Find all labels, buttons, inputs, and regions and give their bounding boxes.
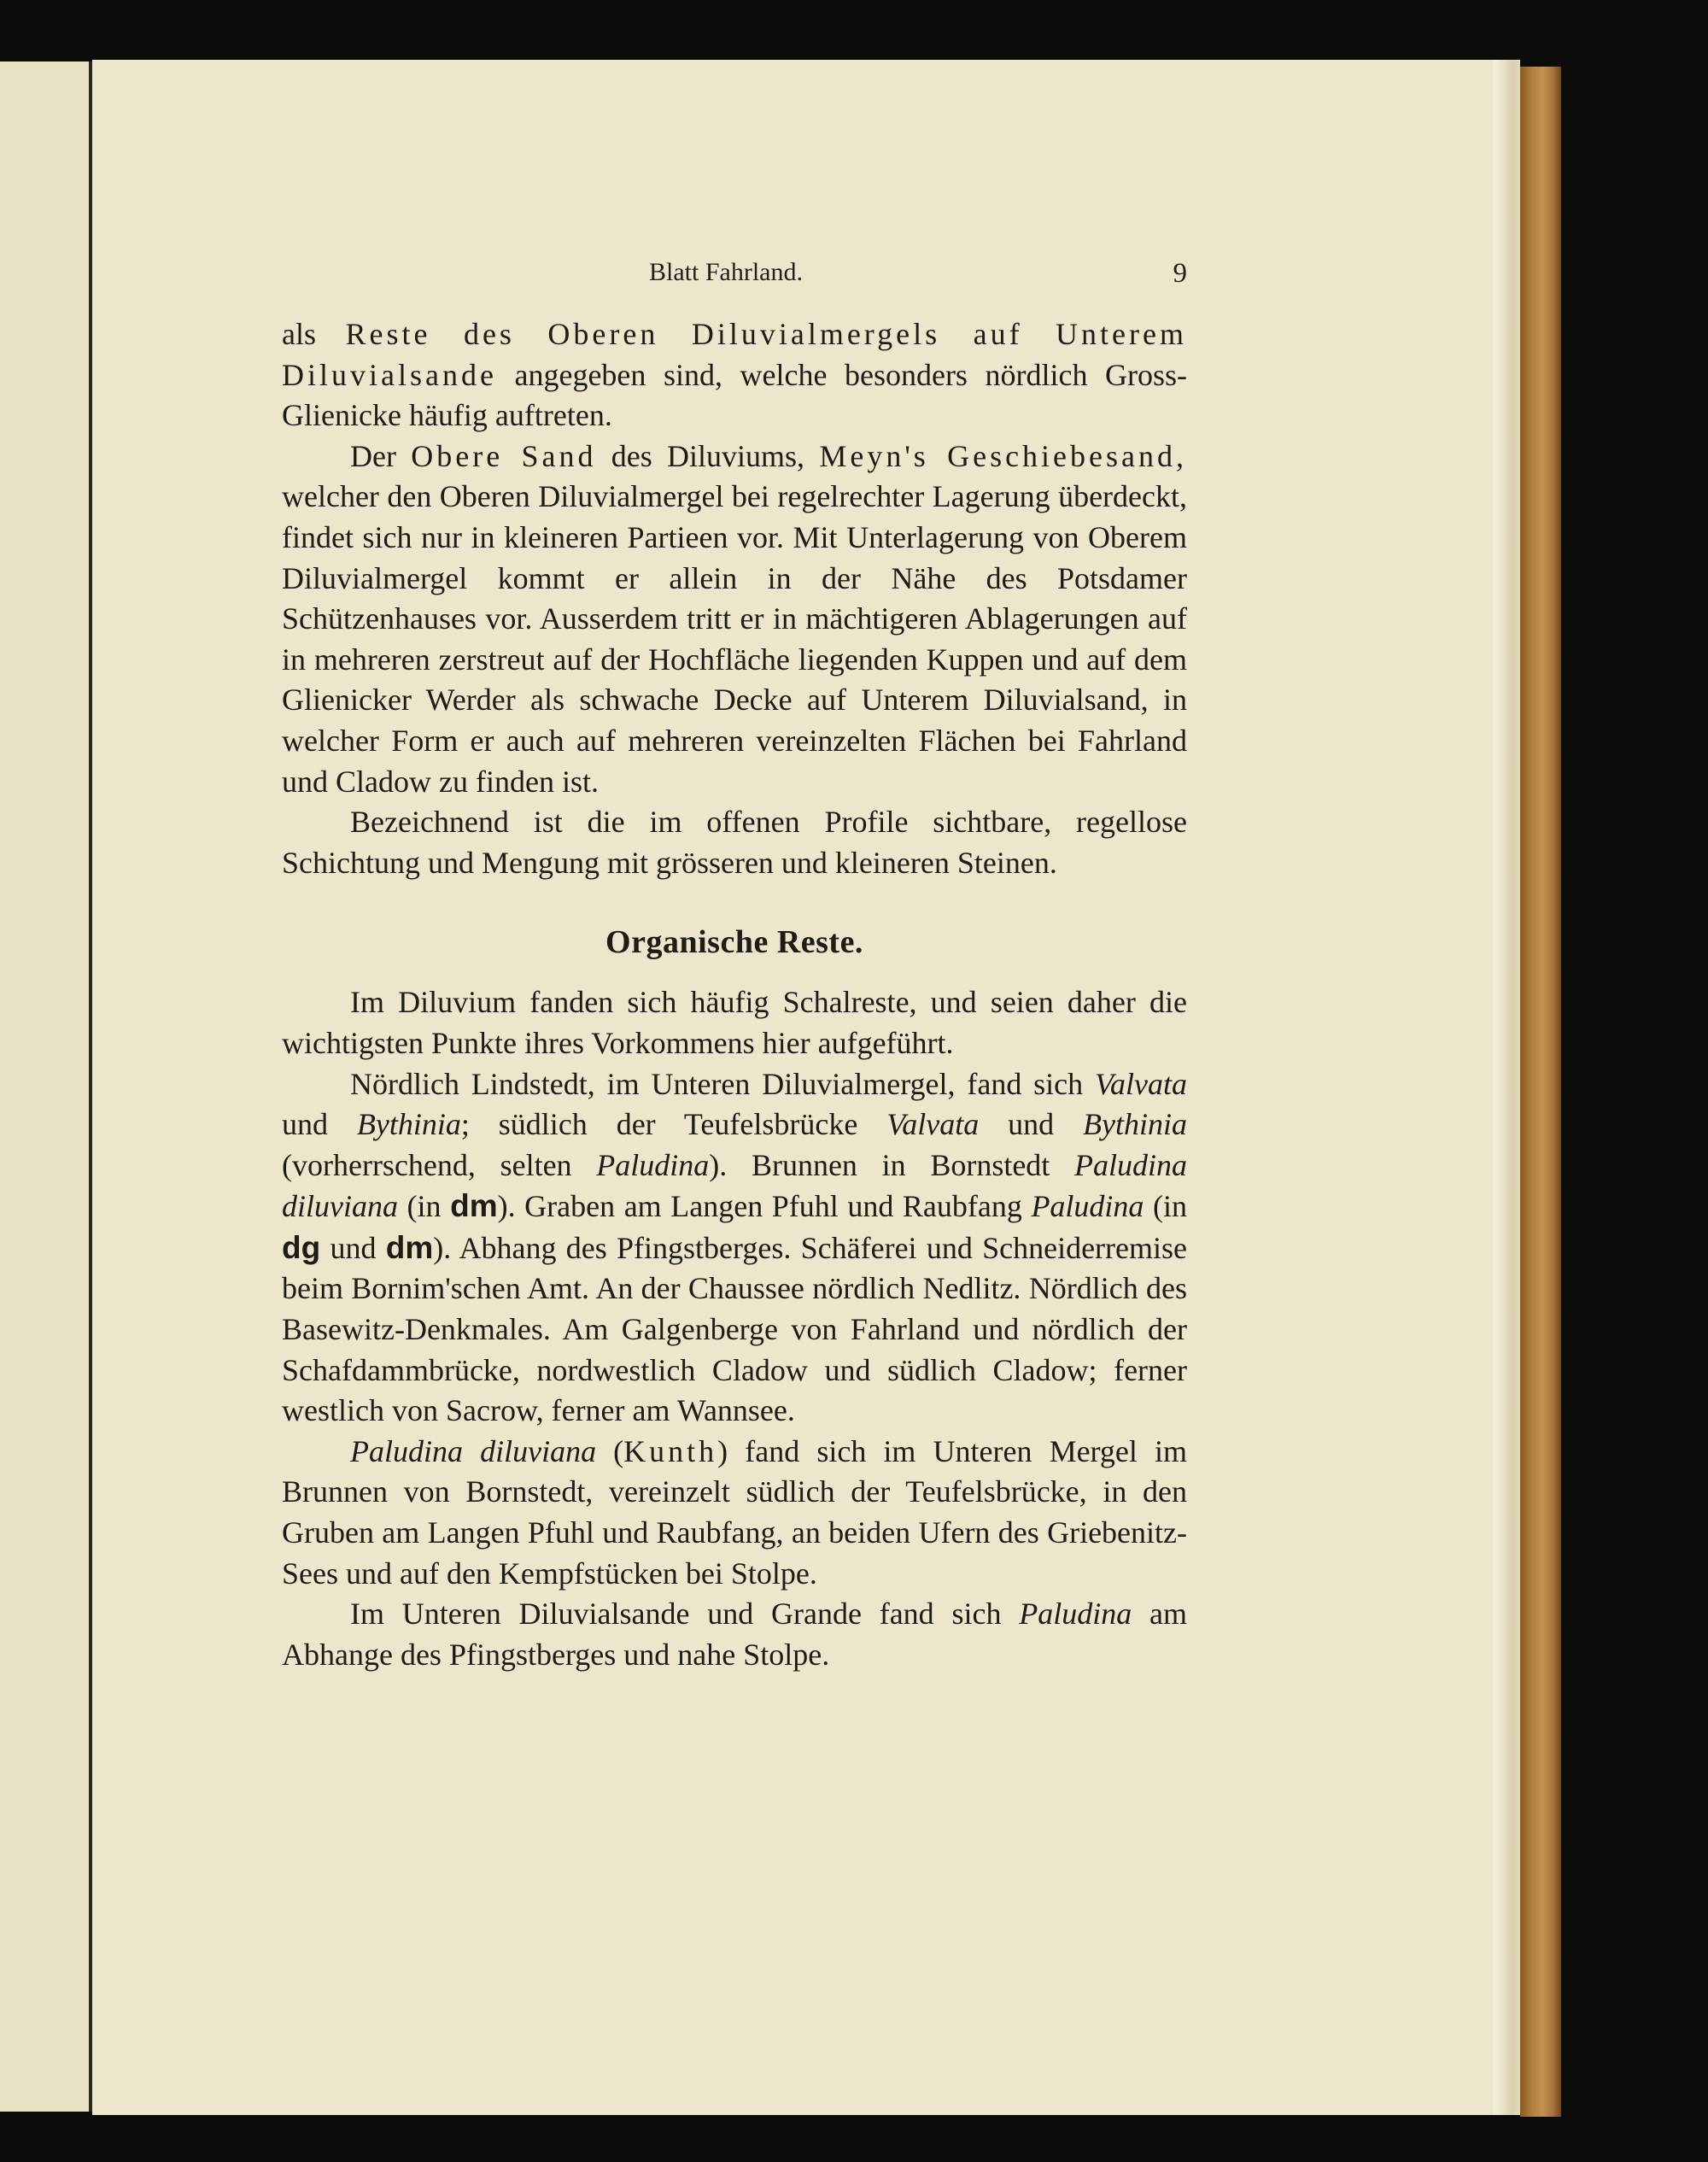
formation-symbol: dg [282, 1229, 321, 1265]
section-heading: Organische Reste. [605, 924, 863, 961]
text-run: und [282, 1107, 357, 1142]
author-name: Kunth [623, 1433, 718, 1468]
book-cover-edge [1520, 67, 1561, 2117]
text-run: angegeben sind, welche besonders nördlich Gross-Glienicke häufig auftreten. [282, 357, 1187, 433]
taxon-name: Paludina [1019, 1597, 1132, 1632]
text-run: Im Unteren Diluvialsande und Grande fand sich [350, 1597, 1020, 1632]
text-run: und [320, 1230, 386, 1265]
taxon-name: Valvata [1095, 1066, 1187, 1101]
paragraph-6 [282, 1432, 1187, 1594]
text-run: (in [397, 1189, 451, 1224]
page-stack-edge [1493, 60, 1520, 2115]
text-run: des Diluviums, [596, 438, 820, 473]
text-run: ) fand sich im Unteren Mergel im Brunnen von Bornstedt, vereinzelt südlich der Teufelsbrücke, in den Gruben am Langen Pfuhl und Raubfang, an beiden Ufern des Griebenitz-Sees und auf den Kempfstücken bei Stolpe. [282, 1433, 1187, 1591]
page-number: 9 [1173, 258, 1187, 289]
text-run: ). Abhang des Pfingstberges. Schäferei und Schneiderremise beim Bornim'schen Amt. An der Chaussee nördlich Nedlitz. Nördlich des Basewitz-Denkmales. Am Galgenberge von Fahrland und nördlich der Schafdammbrücke, nordwestlich Cladow und südlich Cladow; ferner westlich von Sacrow, ferner am Wannsee. [282, 1230, 1187, 1428]
taxon-name: Paludina [1031, 1189, 1144, 1224]
text-run: ( [596, 1433, 624, 1468]
left-page-margin [0, 62, 89, 2112]
text-run: am Abhange des Pfingstberges und nahe Stolpe. [282, 1597, 1187, 1672]
text-run: (vorherrschend, selten [282, 1147, 597, 1182]
spaced-text: Meyn's Geschiebesand, [819, 438, 1188, 473]
paragraph-3: Bezeichnend ist die im offenen Profile sichtbare, regellose Schichtung und Mengung mit grösseren und kleineren Steinen. [282, 805, 1187, 880]
paragraph-1 [282, 314, 1187, 437]
formation-symbol: dm [450, 1188, 498, 1224]
text-run: (in [1144, 1189, 1187, 1224]
taxon-name: Bythinia [1083, 1107, 1187, 1142]
taxon-name: Paludina diluviana [282, 1147, 1187, 1224]
text-run: als [282, 317, 346, 351]
paragraph-5 [282, 1064, 1187, 1432]
text-run: welcher den Oberen Diluvialmergel bei regelrechter Lagerung überdeckt, findet sich nur in kleineren Partieen vor. Mit Unterlagerung von Oberem Diluvialmergel kommt er allein in der Nähe des Potsdamer Schützenhauses vor. Ausserdem tritt er in mächtigeren Ablagerungen auf in mehreren zerstreut auf der Hochfläche liegenden Kuppen und auf dem Glienicker Werder als schwache Decke auf Unterem Diluvialsand, in welcher Form er auch auf mehreren vereinzelten Flächen bei Fahrland und Cladow zu finden ist. [282, 479, 1187, 799]
running-header [282, 258, 1187, 292]
taxon-name: Paludina [596, 1147, 710, 1182]
text-run: und [979, 1107, 1084, 1142]
taxon-name: Bythinia [356, 1107, 461, 1142]
taxon-name: Paludina diluviana [350, 1433, 597, 1468]
formation-symbol: dm [385, 1229, 434, 1265]
text-run: ). Graben am Langen Pfuhl und Raubfang [497, 1189, 1032, 1224]
text-run: ). Brunnen in Bornstedt [709, 1147, 1074, 1182]
paragraph-7 [282, 1594, 1187, 1675]
text-run: Der [350, 438, 412, 473]
spaced-text: Obere Sand [411, 438, 597, 473]
body-text [282, 314, 1187, 1675]
paragraph-4: Im Diluvium fanden sich häufig Schalreste, und seien daher die wichtigsten Punkte ihres Vorkommens hier aufgeführt. [282, 985, 1187, 1060]
text-run: ; südlich der Teufelsbrücke [460, 1107, 887, 1142]
paragraph-2 [282, 437, 1187, 802]
running-title: Blatt Fahrland. [649, 258, 803, 286]
text-run: Nördlich Lindstedt, im Unteren Diluvialmergel, fand sich [350, 1066, 1096, 1101]
spaced-text: Reste des Oberen Diluvialmergels auf Unterem Diluvialsande [282, 317, 1187, 392]
taxon-name: Valvata [886, 1107, 980, 1142]
